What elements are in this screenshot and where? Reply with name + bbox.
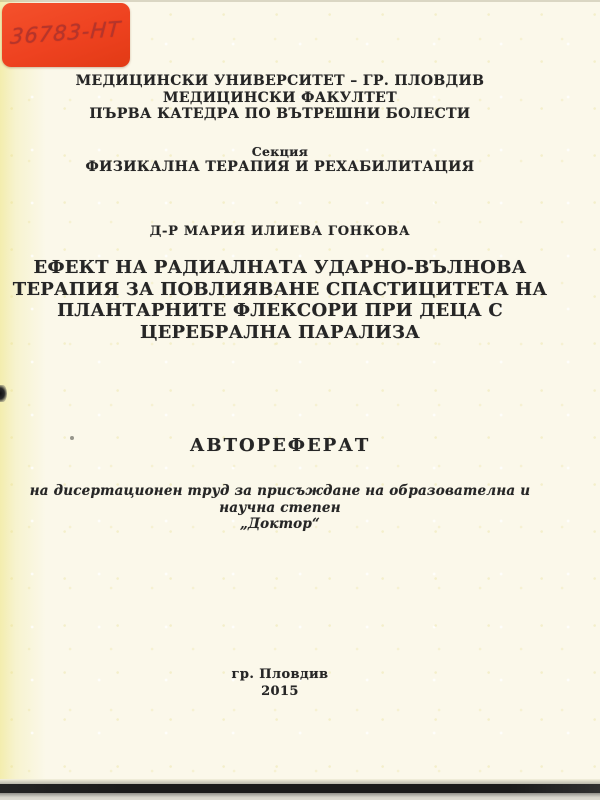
university-header xyxy=(0,73,560,123)
section-label: Секция xyxy=(251,144,309,159)
degree-name: „Доктор“ xyxy=(239,516,320,532)
title-line: ЕФЕКТ НА РАДИАЛНАТА УДАРНО-ВЪЛНОВА xyxy=(33,257,527,278)
scan-top-edge xyxy=(0,0,600,2)
section-name: ФИЗИКАЛНА ТЕРАПИЯ И РЕХАБИЛИТАЦИЯ xyxy=(85,159,475,175)
abstract-subtitle-text: на дисертационен труд за присъждане на образователна и научна степен xyxy=(29,483,531,516)
title-line: ЦЕРЕБРАЛНА ПАРАЛИЗА xyxy=(139,321,420,343)
dissertation-title xyxy=(0,257,560,343)
scan-bottom-bar xyxy=(0,784,600,793)
faculty-name: МЕДИЦИНСКИ ФАКУЛТЕТ xyxy=(162,89,398,106)
library-catalog-sticker xyxy=(2,3,130,67)
imprint xyxy=(0,666,560,700)
abstract-heading: АВТОРЕФЕРАТ xyxy=(189,435,371,456)
scan-bottom-margin xyxy=(0,793,600,800)
author-name: Д-Р МАРИЯ ИЛИЕВА ГОНКОВА xyxy=(149,224,411,239)
city: гр. Пловдив xyxy=(231,667,329,682)
page-edge-tear-mark xyxy=(0,385,7,402)
catalog-number-handwritten: 36783-НТ xyxy=(9,17,123,49)
department-name: ПЪРВА КАТЕДРА ПО ВЪТРЕШНИ БОЛЕСТИ xyxy=(89,106,471,122)
title-line: ТЕРАПИЯ ЗА ПОВЛИЯВАНЕ СПАСТИЦИТЕТА НА xyxy=(12,278,548,300)
scan-speck xyxy=(70,436,74,440)
title-line: ПЛАНТАРНИТЕ ФЛЕКСОРИ ПРИ ДЕЦА С xyxy=(57,300,503,321)
abstract-subtitle xyxy=(0,483,560,533)
university-name: МЕДИЦИНСКИ УНИВЕРСИТЕТ – ГР. ПЛОВДИВ xyxy=(75,73,485,89)
year: 2015 xyxy=(261,684,299,699)
